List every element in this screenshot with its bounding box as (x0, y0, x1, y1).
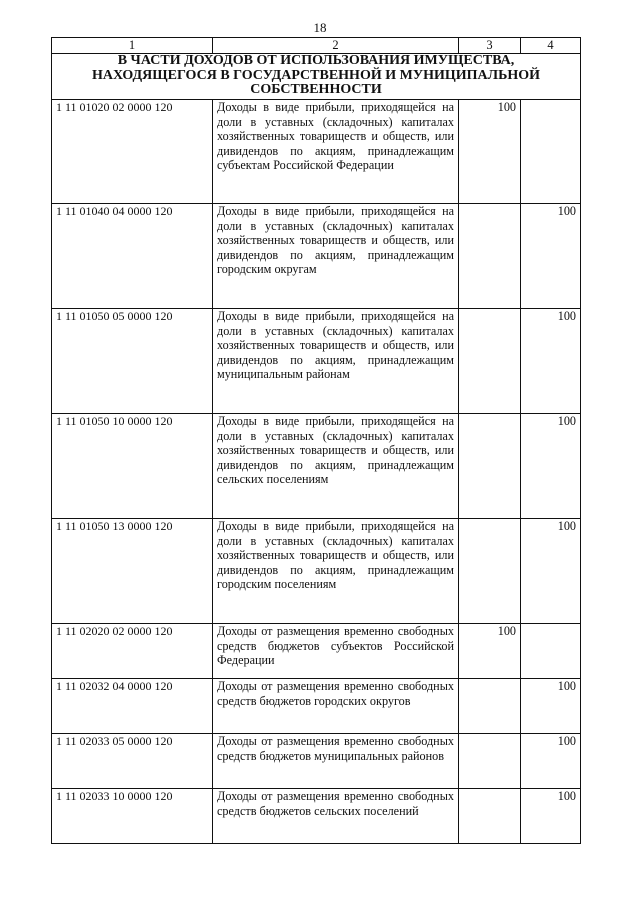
col3-value-cell (459, 519, 521, 624)
header-col-3: 3 (459, 38, 521, 54)
col3-value-cell (459, 734, 521, 789)
revenue-description-cell: Доходы в виде прибыли, приходящейся на доли в уставных (складочных) капиталах хозяйственных товариществ и обществ, или дивидендов по акциям, принадлежащим муниципальным районам (213, 309, 459, 414)
budget-code-cell: 1 11 01050 10 0000 120 (52, 414, 213, 519)
revenue-description-cell: Доходы в виде прибыли, приходящейся на доли в уставных (складочных) капиталах хозяйственных товариществ и обществ, или дивидендов по акциям, принадлежащим сельских поселениям (213, 414, 459, 519)
budget-code-cell: 1 11 02033 10 0000 120 (52, 789, 213, 844)
header-col-2: 2 (213, 38, 459, 54)
table-row (52, 204, 581, 309)
table-row (52, 734, 581, 789)
budget-code-cell: 1 11 01050 05 0000 120 (52, 309, 213, 414)
revenue-description-cell: Доходы в виде прибыли, приходящейся на доли в уставных (складочных) капиталах хозяйственных товариществ и обществ, или дивидендов по акциям, принадлежащим городским округам (213, 204, 459, 309)
budget-code-cell: 1 11 02033 05 0000 120 (52, 734, 213, 789)
col4-value-cell: 100 (521, 414, 581, 519)
budget-code-cell: 1 11 01040 04 0000 120 (52, 204, 213, 309)
section-title: В ЧАСТИ ДОХОДОВ ОТ ИСПОЛЬЗОВАНИЯ ИМУЩЕСТВА, НАХОДЯЩЕГОСЯ В ГОСУДАРСТВЕННОЙ И МУНИЦИПАЛЬНОЙ СОБСТВЕННОСТИ (52, 54, 581, 100)
table-row (52, 309, 581, 414)
column-number-header-row (52, 38, 581, 54)
revenue-description-cell: Доходы от размещения временно свободных средств бюджетов субъектов Российской Федерации (213, 624, 459, 679)
col3-value-cell: 100 (459, 624, 521, 679)
section-title-row (52, 54, 581, 100)
budget-code-cell: 1 11 02020 02 0000 120 (52, 624, 213, 679)
budget-code-cell: 1 11 01050 13 0000 120 (52, 519, 213, 624)
col4-value-cell: 100 (521, 734, 581, 789)
header-col-4: 4 (521, 38, 581, 54)
revenue-description-cell: Доходы в виде прибыли, приходящейся на доли в уставных (складочных) капиталах хозяйственных товариществ и обществ, или дивидендов по акциям, принадлежащим субъектам Российской Федерации (213, 100, 459, 204)
col4-value-cell (521, 624, 581, 679)
revenue-distribution-table (51, 37, 581, 844)
col3-value-cell (459, 789, 521, 844)
table-row (52, 414, 581, 519)
col4-value-cell: 100 (521, 204, 581, 309)
table-row (52, 624, 581, 679)
col3-value-cell: 100 (459, 100, 521, 204)
col3-value-cell (459, 414, 521, 519)
page-number: 18 (313, 20, 327, 35)
table-row (52, 519, 581, 624)
budget-code-cell: 1 11 02032 04 0000 120 (52, 679, 213, 734)
col3-value-cell (459, 309, 521, 414)
revenue-description-cell: Доходы от размещения временно свободных средств бюджетов сельских поселений (213, 789, 459, 844)
table-row (52, 789, 581, 844)
table-row (52, 679, 581, 734)
col4-value-cell: 100 (521, 309, 581, 414)
col4-value-cell (521, 100, 581, 204)
col4-value-cell: 100 (521, 789, 581, 844)
revenue-description-cell: Доходы от размещения временно свободных средств бюджетов муниципальных районов (213, 734, 459, 789)
revenue-description-cell: Доходы в виде прибыли, приходящейся на доли в уставных (складочных) капиталах хозяйственных товариществ и обществ, или дивидендов по акциям, принадлежащим городским поселениям (213, 519, 459, 624)
budget-code-cell: 1 11 01020 02 0000 120 (52, 100, 213, 204)
col3-value-cell (459, 679, 521, 734)
col4-value-cell: 100 (521, 679, 581, 734)
table-row (52, 100, 581, 204)
header-col-1: 1 (52, 38, 213, 54)
col4-value-cell: 100 (521, 519, 581, 624)
revenue-description-cell: Доходы от размещения временно свободных средств бюджетов городских округов (213, 679, 459, 734)
col3-value-cell (459, 204, 521, 309)
